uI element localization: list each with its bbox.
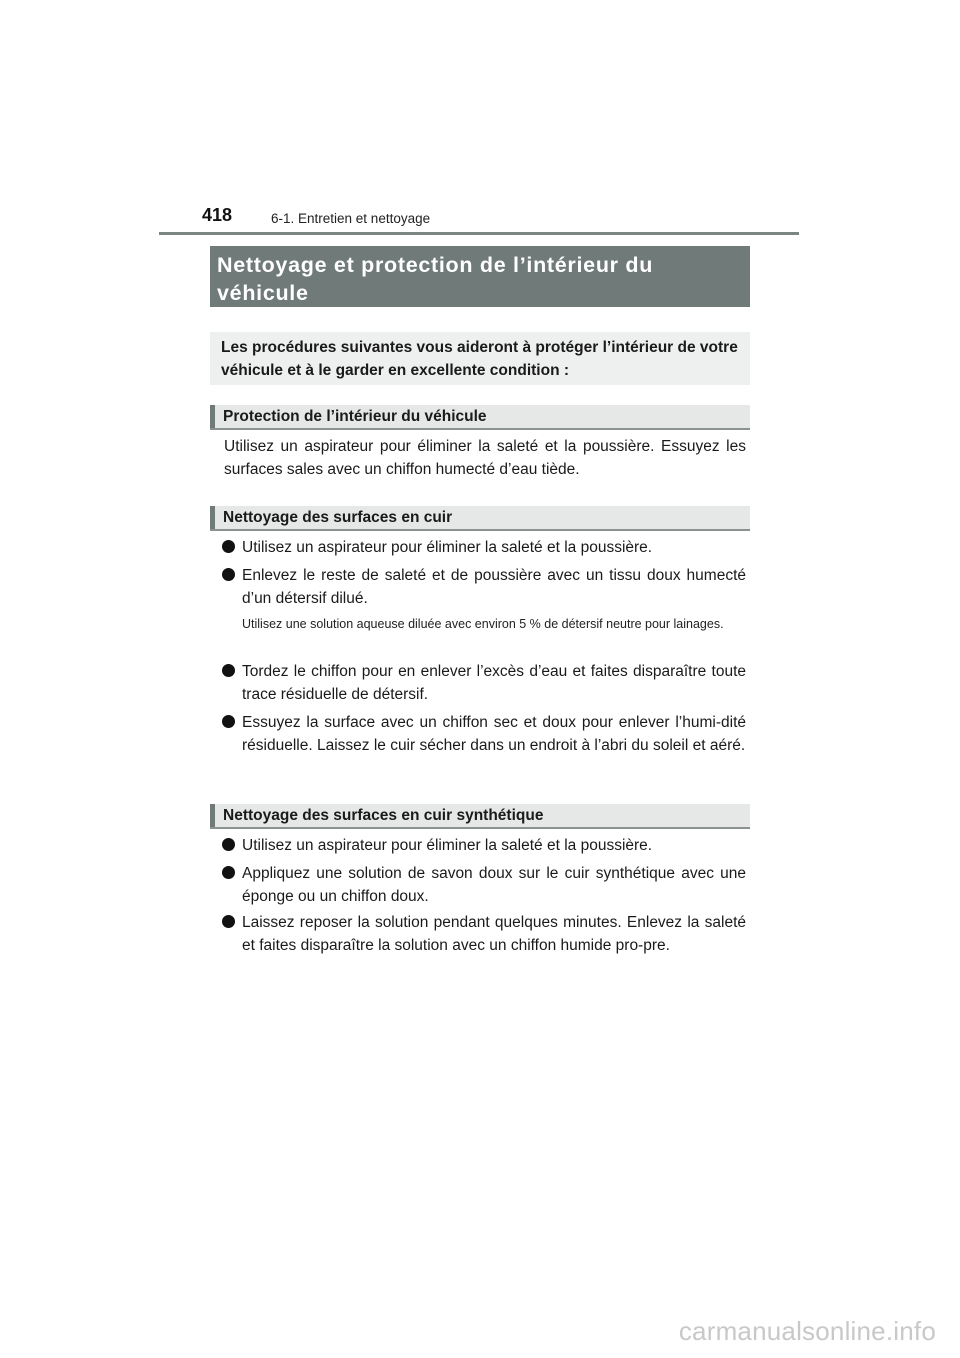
bullet-icon [222,715,235,728]
bullet-icon [222,838,235,851]
intro-box [210,332,750,385]
list-item [222,660,746,706]
section-heading-synthetic-leather [210,804,750,829]
list-item-text: Essuyez la surface avec un chiffon sec et doux pour enlever l’humi-dité résiduelle. Laissez le cuir sécher dans un endroit à l’abri du soleil et aéré. [242,714,746,754]
list-item-text: Laissez reposer la solution pendant quelques minutes. Enlevez la saleté et faites disparaître la solution avec un chiffon humide pro-pre. [242,914,746,954]
page-title: Nettoyage et protection de l’intérieur du véhicule [217,253,654,305]
list-item [222,834,746,857]
list-item [222,862,746,908]
list-item-text: Tordez le chiffon pour en enlever l’excès d’eau et faites disparaître toute trace résiduelle de détersif. [242,663,746,703]
section-reference: 6-1. Entretien et nettoyage [271,211,431,226]
list-item [222,536,746,559]
section-heading-label: Protection de l’intérieur du véhicule [223,408,487,425]
page-header [159,200,799,236]
list-item-text: Enlevez le reste de saleté et de poussière avec un tissu doux humecté d’un détersif dilué. [242,567,746,607]
list-item [222,564,746,610]
page-number: 418 [202,205,233,225]
list-item [222,711,746,757]
bullet-icon [222,866,235,879]
section-heading-protection [210,405,750,430]
list-item-text: Utilisez un aspirateur pour éliminer la saleté et la poussière. [242,539,653,556]
bullet-icon [222,664,235,677]
section-heading-label: Nettoyage des surfaces en cuir synthétique [223,807,544,824]
watermark: carmanualsonline.info [678,1316,936,1346]
section-heading-leather [210,506,750,531]
page-title-band [210,246,750,307]
bullet-icon [222,915,235,928]
protection-paragraph: Utilisez un aspirateur pour éliminer la saleté et la poussière. Essuyez les surfaces sales avec un chiffon humecté d’eau tiède. [224,438,746,478]
bullet-icon [222,568,235,581]
header-rule [159,232,799,235]
detergent-note: Utilisez une solution aqueuse diluée avec environ 5 % de détersif neutre pour lainages. [242,617,724,631]
intro-text: Les procédures suivantes vous aideront à protéger l’intérieur de votre véhicule et à le garder en excellente condition : [221,339,738,379]
section-heading-label: Nettoyage des surfaces en cuir [223,509,453,526]
list-item-text: Appliquez une solution de savon doux sur le cuir synthétique avec une éponge ou un chiffon doux. [242,865,746,905]
bullet-icon [222,540,235,553]
list-item [222,911,746,957]
list-item-text: Utilisez un aspirateur pour éliminer la saleté et la poussière. [242,837,653,854]
